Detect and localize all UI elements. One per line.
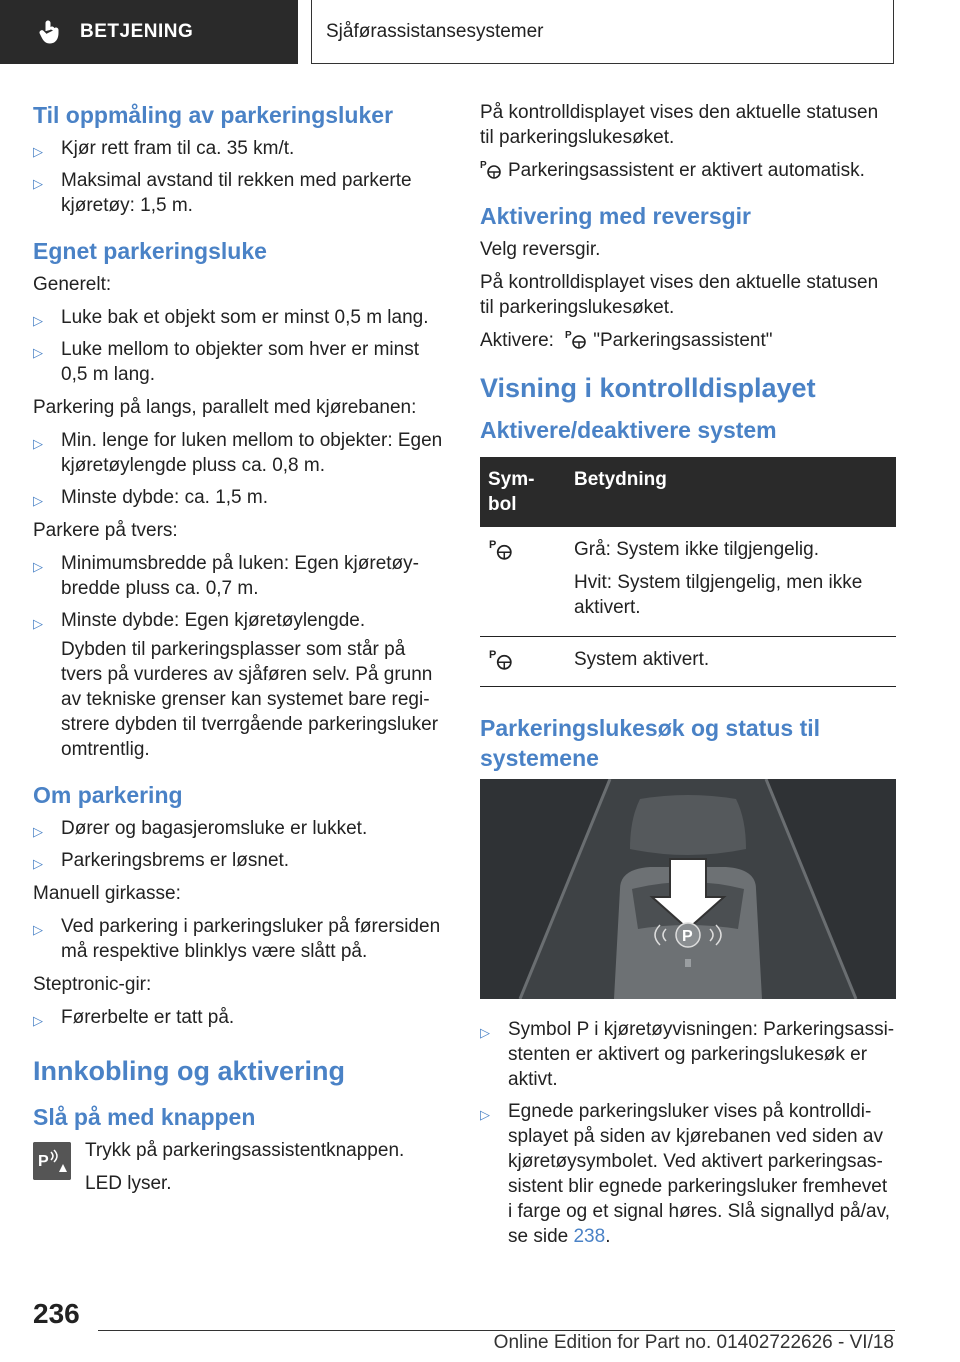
svg-text:P: P: [489, 538, 497, 551]
triangle-bullet-icon: ▷: [33, 144, 43, 159]
left-column: [33, 100, 448, 1204]
footer-edition: Online Edition for Part no. 01402722626 - VI/18: [493, 1332, 894, 1353]
button-block: [33, 1138, 448, 1196]
list-item: ▷ Minste dybde: Egen kjøretøylengde. Dybden til parkeringsplasser som står på tvers på vurderes av sjåføren selv. På grunn av tekniske grenser kan systemet bare regi-strere dybden til tverrgående parkeringsluker omtrentlig.: [33, 608, 448, 762]
triangle-bullet-icon: ▷: [33, 345, 43, 360]
list-item: ▷ Ved parkering i parkeringsluker på førersiden må respektive blinklys være slått på.: [33, 916, 441, 962]
list-item: ▷ Parkeringsbrems er løsnet.: [33, 848, 448, 873]
manual-label: Manuell girkasse:: [33, 883, 181, 904]
heading-about-parking: Om parkering: [33, 782, 183, 808]
heading-reverse: Aktivering med reversgir: [480, 203, 752, 229]
svg-text:P: P: [38, 1153, 49, 1170]
list-item: ▷ Minimumsbredde på luken: Egen kjøretøy-bredde pluss ca. 0,7 m.: [33, 553, 419, 599]
symbol-table: [480, 457, 896, 687]
list-item: ▷ Luke mellom to objekter som hver er minst 0,5 m lang.: [33, 339, 419, 385]
list-item: ▷ Minste dybde: ca. 1,5 m.: [33, 485, 448, 510]
svg-text:P: P: [565, 330, 572, 341]
triangle-bullet-icon: ▷: [480, 1025, 490, 1040]
parallel-list: [33, 428, 448, 510]
triangle-bullet-icon: ▷: [33, 616, 43, 631]
table-row: [480, 637, 896, 687]
triangle-bullet-icon: ▷: [33, 559, 43, 574]
general-label: Generelt:: [33, 274, 112, 295]
svg-text:P: P: [682, 928, 693, 945]
page-number: 236: [33, 1298, 80, 1329]
reverse-step2: På kontrolldisplayet vises den aktuelle statusen til parkeringslukesøket.: [480, 272, 879, 318]
reverse-step1: Velg reversgir.: [480, 239, 601, 260]
footer-divider: [98, 1330, 895, 1331]
triangle-bullet-icon: ▷: [480, 1107, 490, 1122]
parking-assistant-active-icon: [488, 647, 514, 671]
cross-note: Dybden til parkeringsplasser som står på tvers på vurderes av sjåføren selv. På grunn av tekniske grenser kan systemet bare regi-strere dybden til tverrgående parkeringsluker omtrentlig.: [61, 639, 439, 760]
parallel-label: Parkering på langs, parallelt med kjørebanen:: [33, 397, 417, 418]
steptronic-list: [33, 1005, 448, 1030]
parking-assistant-icon: [488, 537, 514, 561]
about-list: [33, 816, 448, 873]
led-text: LED lyser.: [85, 1173, 172, 1194]
section-title: BETJENING: [80, 21, 194, 42]
button-instruction: Trykk på parkeringsassistentknappen.: [85, 1140, 405, 1161]
list-item: ▷ Symbol P i kjøretøyvisningen: Parkeringsassi-stenten er aktivert og parkeringslukesøk er aktivt.: [480, 1019, 895, 1090]
list-item: ▷ Maksimal avstand til rekken med parkerte kjøretøy: 1,5 m.: [33, 170, 412, 216]
triangle-bullet-icon: ▷: [33, 856, 43, 871]
heading-display: Visning i kontrolldisplayet: [480, 373, 816, 403]
list-item: ▷ Kjør rett fram til ca. 35 km/t.: [33, 136, 448, 161]
list-item: ▷ Luke bak et objekt som er minst 0,5 m lang.: [33, 305, 448, 330]
meaning-white: Hvit: System tilgjengelig, men ikke aktivert.: [574, 572, 863, 618]
heading-toggle: Aktivere/deaktivere system: [480, 417, 777, 443]
table-row: [480, 527, 896, 637]
triangle-bullet-icon: ▷: [33, 313, 43, 328]
cross-list: [33, 551, 448, 762]
parking-search-illustration: [480, 779, 896, 999]
heading-activation: Innkobling og aktivering: [33, 1056, 346, 1086]
page-reference-link[interactable]: 238: [573, 1226, 606, 1247]
steptronic-label: Steptronic-gir:: [33, 974, 152, 995]
table-header-symbol: Sym-bol: [480, 457, 566, 527]
heading-button: Slå på med knappen: [33, 1104, 256, 1130]
parking-assistant-icon: [565, 328, 587, 350]
meaning-grey: Grå: System ikke tilgjengelig.: [574, 539, 819, 560]
triangle-bullet-icon: ▷: [33, 922, 43, 937]
search-list: [480, 1017, 896, 1249]
measure-list: [33, 136, 448, 218]
triangle-bullet-icon: ▷: [33, 176, 43, 191]
right-column: [480, 100, 896, 1257]
meaning-active: System aktivert.: [566, 637, 896, 687]
parking-assist-button-icon: [33, 1142, 71, 1180]
hand-pointer-icon: [38, 19, 64, 45]
activate-line: Aktivere: P "Parkeringsassistent": [480, 330, 773, 351]
manual-list: [33, 914, 448, 964]
chapter-title: Sjåførassistansesystemer: [311, 0, 894, 64]
svg-text:P: P: [489, 648, 497, 661]
triangle-bullet-icon: ▷: [33, 824, 43, 839]
triangle-bullet-icon: ▷: [33, 1013, 43, 1028]
svg-text:P: P: [480, 160, 487, 171]
general-list: [33, 305, 448, 387]
section-tab: [0, 0, 298, 64]
cross-label: Parkere på tvers:: [33, 520, 178, 541]
list-item: ▷ Min. lenge for luken mellom to objekter: Egen kjøretøylengde pluss ca. 0,8 m.: [33, 430, 443, 476]
parking-assistant-icon: [480, 158, 502, 180]
list-item: ▷ Egnede parkeringsluker vises på kontrolldi-splayet på siden av kjørebanen ved siden av kjøretøysymbolet. Ved aktivert parkeringsas-sistent blir egnede parkeringsluker fremhevet i farge og et signal høres. Slå signallyd på/av, se side 238.: [480, 1101, 890, 1247]
heading-measuring: Til oppmåling av parkeringsluker: [33, 102, 394, 128]
auto-active-line: P Parkeringsassistent er aktivert automatisk.: [480, 160, 865, 181]
triangle-bullet-icon: ▷: [33, 493, 43, 508]
heading-search-status: Parkeringslukesøk og status til systemene: [480, 715, 821, 771]
list-item: ▷ Dører og bagasjeromsluke er lukket.: [33, 816, 448, 841]
table-header-meaning: Betydning: [566, 457, 896, 527]
heading-suitable-space: Egnet parkeringsluke: [33, 238, 267, 264]
status-intro: På kontrolldisplayet vises den aktuelle statusen til parkeringslukesøket.: [480, 102, 879, 148]
triangle-bullet-icon: ▷: [33, 436, 43, 451]
list-item: ▷ Førerbelte er tatt på.: [33, 1005, 448, 1030]
